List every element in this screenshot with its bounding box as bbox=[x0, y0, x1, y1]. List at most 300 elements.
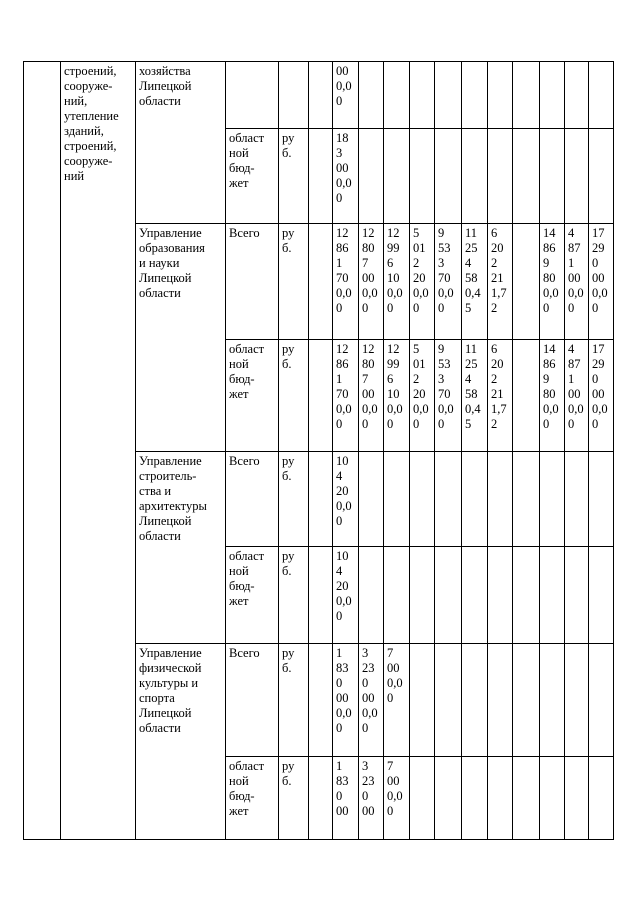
value-cell-line: 87 bbox=[568, 357, 581, 371]
unit-cell-line: б. bbox=[282, 469, 292, 483]
value-cell-line: 0 bbox=[438, 417, 445, 431]
value-cell-line: 0 bbox=[387, 691, 394, 705]
value-cell-line: 80 bbox=[543, 271, 556, 285]
value-cell-line: 3 bbox=[362, 759, 369, 773]
value-cell bbox=[540, 62, 565, 129]
value-cell-line: 0 bbox=[362, 789, 369, 803]
value-cell bbox=[513, 224, 540, 340]
value-cell bbox=[359, 62, 384, 129]
value-cell bbox=[540, 547, 565, 644]
empty-cell bbox=[309, 757, 333, 840]
value-cell-line: 20 bbox=[491, 241, 504, 255]
value-cell-line: 12 bbox=[387, 342, 400, 356]
value-cell-line: 0 bbox=[362, 676, 369, 690]
value-cell-line: 0 bbox=[413, 417, 420, 431]
value-cell-line: 5 bbox=[413, 342, 420, 356]
program-name-cell-line: ний, bbox=[64, 94, 88, 108]
value-cell bbox=[462, 452, 488, 547]
unit-cell-line: б. bbox=[282, 357, 292, 371]
value-cell bbox=[565, 452, 589, 547]
executor-cell-line: Липецкой bbox=[139, 706, 192, 720]
value-cell-line: 70 bbox=[336, 271, 349, 285]
value-cell bbox=[435, 644, 462, 757]
value-cell bbox=[462, 62, 488, 129]
value-cell-line: 4 bbox=[568, 226, 575, 240]
program-name-cell-line: утепление bbox=[64, 109, 119, 123]
value-cell-line: 3 bbox=[438, 372, 445, 386]
value-cell-line: 0,0 bbox=[438, 286, 454, 300]
value-cell bbox=[384, 452, 410, 547]
program-name-cell-line: строений, bbox=[64, 64, 117, 78]
funding-source-cell-line: област bbox=[229, 342, 265, 356]
executor-cell-line: области bbox=[139, 529, 181, 543]
value-cell bbox=[589, 129, 614, 224]
value-cell-line: 0,0 bbox=[336, 499, 352, 513]
empty-cell bbox=[309, 644, 333, 757]
value-cell-line: 0,0 bbox=[336, 594, 352, 608]
value-cell-line: 4 bbox=[336, 469, 343, 483]
funding-source-cell-line: Всего bbox=[229, 646, 260, 660]
funding-source-cell-line: област bbox=[229, 759, 265, 773]
value-cell-line: 0 bbox=[336, 301, 343, 315]
value-cell bbox=[359, 129, 384, 224]
value-cell bbox=[333, 644, 359, 757]
value-cell-line: 7 bbox=[387, 759, 394, 773]
value-cell-line: 23 bbox=[362, 661, 375, 675]
value-cell bbox=[565, 340, 589, 452]
value-cell bbox=[488, 224, 513, 340]
value-cell bbox=[462, 757, 488, 840]
funding-source-cell bbox=[226, 452, 279, 547]
value-cell-line: 0,0 bbox=[336, 79, 352, 93]
program-name-cell-line: ний bbox=[64, 169, 85, 183]
value-cell-line: 1 bbox=[336, 256, 343, 270]
value-cell-line: 7 bbox=[362, 256, 369, 270]
value-cell bbox=[540, 340, 565, 452]
value-cell-line: 1,7 bbox=[491, 286, 507, 300]
value-cell-line: 0,0 bbox=[592, 286, 608, 300]
value-cell-line: 0,4 bbox=[465, 286, 481, 300]
value-cell-line: 12 bbox=[362, 342, 375, 356]
value-cell-line: 1 bbox=[568, 256, 575, 270]
value-cell-line: 25 bbox=[465, 357, 478, 371]
value-cell bbox=[333, 62, 359, 129]
value-cell bbox=[384, 547, 410, 644]
value-cell-line: 0 bbox=[336, 721, 343, 735]
value-cell-line: 0,0 bbox=[438, 402, 454, 416]
empty-cell bbox=[309, 547, 333, 644]
value-cell bbox=[410, 224, 435, 340]
value-cell-line: 86 bbox=[336, 357, 349, 371]
value-cell-line: 3 bbox=[362, 646, 369, 660]
executor-cell-line: архитектуры bbox=[139, 499, 207, 513]
value-cell-line: 12 bbox=[387, 226, 400, 240]
value-cell-line: 3 bbox=[336, 146, 343, 160]
value-cell-line: 53 bbox=[438, 241, 451, 255]
value-cell-line: 0,0 bbox=[413, 402, 429, 416]
value-cell bbox=[540, 452, 565, 547]
value-cell bbox=[410, 757, 435, 840]
value-cell-line: 2 bbox=[413, 372, 420, 386]
value-cell-line: 9 bbox=[543, 256, 550, 270]
value-cell-line: 1,7 bbox=[491, 402, 507, 416]
executor-cell-line: Липецкой bbox=[139, 271, 192, 285]
value-cell-line: 0 bbox=[592, 372, 599, 386]
program-name-cell-line: строений, bbox=[64, 139, 117, 153]
value-cell bbox=[333, 547, 359, 644]
value-cell-line: 00 bbox=[592, 387, 605, 401]
value-cell bbox=[540, 644, 565, 757]
funding-source-cell-line: ной bbox=[229, 146, 249, 160]
value-cell-line: 11 bbox=[465, 342, 478, 356]
funding-source-cell bbox=[226, 757, 279, 840]
value-cell bbox=[333, 757, 359, 840]
value-cell bbox=[488, 340, 513, 452]
program-name-cell-line: сооруже- bbox=[64, 79, 113, 93]
executor-cell-line: Липецкой bbox=[139, 514, 192, 528]
value-cell-line: 99 bbox=[387, 241, 400, 255]
value-cell-line: 70 bbox=[438, 387, 451, 401]
value-cell-line: 7 bbox=[362, 372, 369, 386]
executor-cell-line: области bbox=[139, 721, 181, 735]
value-cell-line: 0,0 bbox=[336, 706, 352, 720]
value-cell-line: 58 bbox=[465, 271, 478, 285]
value-cell-line: 00 bbox=[362, 804, 375, 818]
unit-cell bbox=[279, 224, 309, 340]
value-cell bbox=[462, 224, 488, 340]
value-cell-line: 0 bbox=[592, 256, 599, 270]
table-row bbox=[24, 62, 614, 129]
value-cell-line: 0 bbox=[362, 301, 369, 315]
value-cell-line: 0,0 bbox=[336, 286, 352, 300]
value-cell-line: 3 bbox=[438, 256, 445, 270]
value-cell bbox=[435, 340, 462, 452]
value-cell bbox=[513, 62, 540, 129]
value-cell bbox=[488, 452, 513, 547]
value-cell bbox=[565, 547, 589, 644]
unit-cell-line: б. bbox=[282, 774, 292, 788]
executor-cell bbox=[136, 62, 226, 224]
value-cell bbox=[410, 129, 435, 224]
value-cell-line: 0,0 bbox=[568, 286, 584, 300]
value-cell bbox=[513, 757, 540, 840]
value-cell bbox=[333, 340, 359, 452]
value-cell-line: 5 bbox=[465, 417, 472, 431]
value-cell-line: 0,0 bbox=[362, 286, 378, 300]
value-cell-line: 01 bbox=[413, 357, 426, 371]
value-cell-line: 5 bbox=[413, 226, 420, 240]
executor-cell-line: области bbox=[139, 94, 181, 108]
executor-cell bbox=[136, 452, 226, 644]
value-cell-line: 0 bbox=[592, 417, 599, 431]
value-cell bbox=[513, 129, 540, 224]
value-cell bbox=[540, 224, 565, 340]
value-cell bbox=[384, 644, 410, 757]
value-cell bbox=[488, 547, 513, 644]
executor-cell-line: физической bbox=[139, 661, 202, 675]
value-cell-line: 9 bbox=[438, 342, 445, 356]
value-cell bbox=[435, 757, 462, 840]
value-cell-line: 0 bbox=[568, 417, 575, 431]
value-cell bbox=[333, 452, 359, 547]
value-cell bbox=[540, 757, 565, 840]
value-cell bbox=[462, 644, 488, 757]
value-cell-line: 00 bbox=[387, 774, 400, 788]
value-cell-line: 4 bbox=[336, 564, 343, 578]
value-cell-line: 00 bbox=[336, 691, 349, 705]
value-cell bbox=[359, 452, 384, 547]
value-cell-line: 80 bbox=[543, 387, 556, 401]
value-cell-line: 0 bbox=[387, 417, 394, 431]
value-cell bbox=[359, 757, 384, 840]
value-cell-line: 87 bbox=[568, 241, 581, 255]
value-cell bbox=[410, 62, 435, 129]
executor-cell-line: спорта bbox=[139, 691, 175, 705]
value-cell bbox=[359, 644, 384, 757]
value-cell-line: 10 bbox=[387, 387, 400, 401]
value-cell bbox=[488, 62, 513, 129]
value-cell-line: 00 bbox=[362, 387, 375, 401]
value-cell-line: 2 bbox=[491, 301, 498, 315]
value-cell-line: 80 bbox=[362, 357, 375, 371]
value-cell bbox=[513, 340, 540, 452]
value-cell-line: 0 bbox=[362, 721, 369, 735]
value-cell bbox=[565, 129, 589, 224]
value-cell-line: 0 bbox=[336, 514, 343, 528]
funding-source-cell-line: Всего bbox=[229, 226, 260, 240]
value-cell bbox=[488, 644, 513, 757]
value-cell-line: 0,0 bbox=[387, 402, 403, 416]
value-cell bbox=[513, 452, 540, 547]
value-cell-line: 0 bbox=[387, 301, 394, 315]
value-cell bbox=[435, 224, 462, 340]
funding-source-cell bbox=[226, 644, 279, 757]
executor-cell-line: Управление bbox=[139, 646, 202, 660]
empty-cell bbox=[309, 452, 333, 547]
executor-cell-line: Управление bbox=[139, 454, 202, 468]
index-cell bbox=[24, 62, 61, 840]
value-cell-line: 20 bbox=[336, 484, 349, 498]
value-cell-line: 6 bbox=[387, 256, 394, 270]
value-cell bbox=[462, 547, 488, 644]
value-cell-line: 6 bbox=[491, 342, 498, 356]
executor-cell-line: Липецкой bbox=[139, 79, 192, 93]
unit-cell-line: ру bbox=[282, 226, 295, 240]
value-cell bbox=[462, 129, 488, 224]
value-cell-line: 29 bbox=[592, 241, 605, 255]
value-cell bbox=[540, 129, 565, 224]
value-cell bbox=[435, 129, 462, 224]
value-cell-line: 0,4 bbox=[465, 402, 481, 416]
value-cell bbox=[565, 644, 589, 757]
executor-cell-line: культуры и bbox=[139, 676, 199, 690]
funding-source-cell-line: ной bbox=[229, 564, 249, 578]
funding-source-cell-line: бюд- bbox=[229, 372, 255, 386]
unit-cell-line: б. bbox=[282, 564, 292, 578]
value-cell bbox=[410, 452, 435, 547]
value-cell-line: 0,0 bbox=[568, 402, 584, 416]
funding-source-cell-line: жет bbox=[229, 387, 249, 401]
value-cell-line: 0 bbox=[438, 301, 445, 315]
funding-source-cell bbox=[226, 547, 279, 644]
value-cell-line: 0,0 bbox=[387, 676, 403, 690]
value-cell bbox=[488, 757, 513, 840]
value-cell-line: 2 bbox=[491, 417, 498, 431]
value-cell-line: 17 bbox=[592, 226, 605, 240]
value-cell-line: 6 bbox=[387, 372, 394, 386]
value-cell-line: 0 bbox=[336, 609, 343, 623]
value-cell-line: 0 bbox=[543, 301, 550, 315]
funding-source-cell-line: Всего bbox=[229, 454, 260, 468]
value-cell-line: 20 bbox=[491, 357, 504, 371]
unit-cell-line: ру bbox=[282, 549, 295, 563]
executor-cell-line: Управление bbox=[139, 226, 202, 240]
value-cell-line: 0,0 bbox=[543, 402, 559, 416]
funding-source-cell-line: ной bbox=[229, 357, 249, 371]
value-cell-line: 0 bbox=[543, 417, 550, 431]
value-cell-line: 00 bbox=[336, 161, 349, 175]
unit-cell bbox=[279, 340, 309, 452]
value-cell bbox=[384, 129, 410, 224]
value-cell-line: 21 bbox=[491, 271, 504, 285]
funding-source-cell-line: жет bbox=[229, 804, 249, 818]
unit-cell bbox=[279, 129, 309, 224]
value-cell-line: 0 bbox=[592, 301, 599, 315]
value-cell-line: 10 bbox=[336, 454, 349, 468]
unit-cell bbox=[279, 757, 309, 840]
value-cell-line: 20 bbox=[336, 579, 349, 593]
value-cell-line: 23 bbox=[362, 774, 375, 788]
value-cell-line: 6 bbox=[491, 226, 498, 240]
value-cell bbox=[462, 340, 488, 452]
value-cell-line: 1 bbox=[336, 759, 343, 773]
empty-cell bbox=[309, 224, 333, 340]
value-cell-line: 58 bbox=[465, 387, 478, 401]
value-cell bbox=[359, 547, 384, 644]
unit-cell-line: ру bbox=[282, 759, 295, 773]
value-cell bbox=[589, 62, 614, 129]
value-cell-line: 10 bbox=[387, 271, 400, 285]
executor-cell bbox=[136, 224, 226, 452]
value-cell-line: 0 bbox=[362, 417, 369, 431]
value-cell-line: 00 bbox=[336, 804, 349, 818]
unit-cell-line: ру bbox=[282, 646, 295, 660]
funding-source-cell bbox=[226, 129, 279, 224]
value-cell-line: 0,0 bbox=[387, 286, 403, 300]
budget-table bbox=[23, 61, 614, 840]
value-cell-line: 86 bbox=[543, 241, 556, 255]
value-cell-line: 12 bbox=[362, 226, 375, 240]
value-cell bbox=[359, 340, 384, 452]
value-cell bbox=[435, 547, 462, 644]
value-cell-line: 4 bbox=[465, 256, 472, 270]
value-cell bbox=[384, 757, 410, 840]
executor-cell-line: строитель- bbox=[139, 469, 197, 483]
executor-cell-line: образования bbox=[139, 241, 205, 255]
value-cell-line: 20 bbox=[413, 387, 426, 401]
value-cell-line: 00 bbox=[592, 271, 605, 285]
value-cell-line: 0,0 bbox=[543, 286, 559, 300]
value-cell bbox=[384, 224, 410, 340]
funding-source-cell-line: бюд- bbox=[229, 161, 255, 175]
value-cell bbox=[589, 452, 614, 547]
value-cell bbox=[488, 129, 513, 224]
value-cell bbox=[410, 547, 435, 644]
value-cell-line: 53 bbox=[438, 357, 451, 371]
value-cell-line: 21 bbox=[491, 387, 504, 401]
value-cell-line: 86 bbox=[543, 357, 556, 371]
value-cell-line: 17 bbox=[592, 342, 605, 356]
value-cell-line: 0,0 bbox=[592, 402, 608, 416]
value-cell-line: 2 bbox=[491, 372, 498, 386]
value-cell bbox=[359, 224, 384, 340]
value-cell-line: 86 bbox=[336, 241, 349, 255]
value-cell-line: 1 bbox=[336, 646, 343, 660]
value-cell-line: 9 bbox=[543, 372, 550, 386]
value-cell bbox=[589, 547, 614, 644]
value-cell bbox=[565, 62, 589, 129]
value-cell-line: 9 bbox=[438, 226, 445, 240]
program-name-cell bbox=[61, 62, 136, 840]
unit-cell-line: ру bbox=[282, 454, 295, 468]
unit-cell-line: б. bbox=[282, 146, 292, 160]
unit-cell bbox=[279, 547, 309, 644]
value-cell-line: 11 bbox=[465, 226, 478, 240]
value-cell-line: 20 bbox=[413, 271, 426, 285]
value-cell-line: 1 bbox=[568, 372, 575, 386]
value-cell-line: 00 bbox=[362, 691, 375, 705]
value-cell bbox=[435, 452, 462, 547]
value-cell-line: 00 bbox=[568, 271, 581, 285]
value-cell-line: 14 bbox=[543, 226, 556, 240]
funding-source-cell-line: област bbox=[229, 549, 265, 563]
value-cell-line: 12 bbox=[336, 226, 349, 240]
funding-source-cell-line: област bbox=[229, 131, 265, 145]
value-cell bbox=[565, 757, 589, 840]
value-cell-line: 0 bbox=[336, 789, 343, 803]
unit-cell-line: ру bbox=[282, 131, 295, 145]
value-cell-line: 2 bbox=[491, 256, 498, 270]
value-cell-line: 00 bbox=[568, 387, 581, 401]
value-cell-line: 00 bbox=[387, 661, 400, 675]
funding-source-cell-line: жет bbox=[229, 176, 249, 190]
value-cell-line: 0 bbox=[336, 191, 343, 205]
executor-cell-line: области bbox=[139, 286, 181, 300]
value-cell-line: 29 bbox=[592, 357, 605, 371]
value-cell-line: 0 bbox=[568, 301, 575, 315]
value-cell-line: 80 bbox=[362, 241, 375, 255]
value-cell-line: 0,0 bbox=[362, 402, 378, 416]
value-cell bbox=[589, 644, 614, 757]
value-cell-line: 4 bbox=[568, 342, 575, 356]
executor-cell-line: и науки bbox=[139, 256, 180, 270]
executor-cell-line: ства и bbox=[139, 484, 172, 498]
value-cell-line: 70 bbox=[438, 271, 451, 285]
value-cell-line: 0,0 bbox=[336, 402, 352, 416]
value-cell-line: 83 bbox=[336, 774, 349, 788]
funding-source-cell-line: бюд- bbox=[229, 579, 255, 593]
value-cell bbox=[333, 224, 359, 340]
value-cell-line: 0 bbox=[336, 94, 343, 108]
value-cell-line: 0 bbox=[336, 417, 343, 431]
value-cell bbox=[565, 224, 589, 340]
program-name-cell-line: сооруже- bbox=[64, 154, 113, 168]
value-cell-line: 99 bbox=[387, 357, 400, 371]
value-cell-line: 7 bbox=[387, 646, 394, 660]
value-cell-line: 0 bbox=[387, 804, 394, 818]
value-cell-line: 0 bbox=[336, 676, 343, 690]
empty-cell bbox=[309, 340, 333, 452]
